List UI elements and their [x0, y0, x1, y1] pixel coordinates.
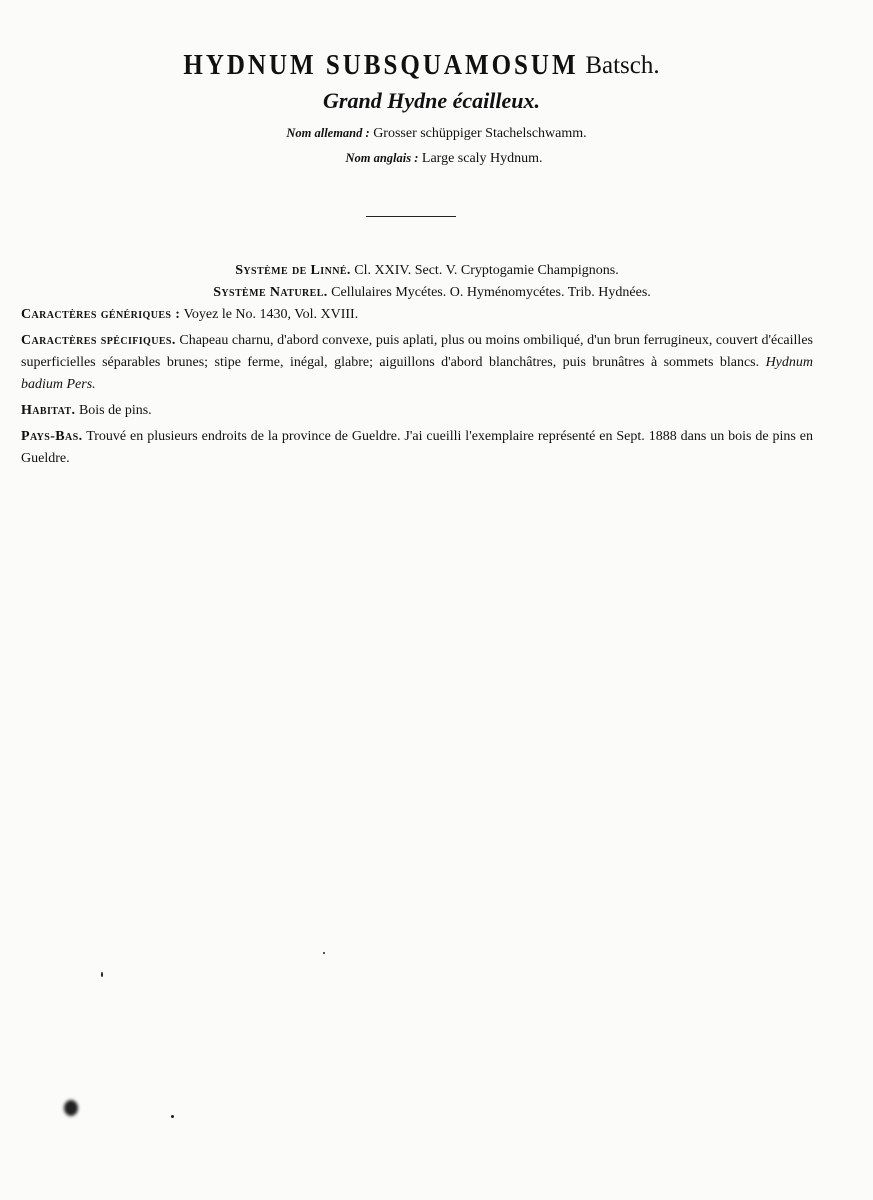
ink-speck	[323, 952, 325, 954]
english-name: Large scaly Hydnum.	[421, 151, 543, 166]
generiques-text: Voyez le No. 1430, Vol. XVIII.	[183, 307, 359, 322]
ink-speck	[101, 972, 103, 977]
linne-label: Système de Linné.	[235, 263, 351, 278]
naturel-text: Cellulaires Mycétes. O. Hyménomycétes. Trib. Hydnées.	[331, 285, 651, 300]
paysbas-text: Trouvé en plusieurs endroits de la province de Gueldre. J'ai cueilli l'exemplaire représenté en Sept. 1888 dans un bois de pins en Gueldre.	[21, 429, 813, 466]
specifiques-paragraph	[21, 330, 813, 396]
specifiques-synonym: Hydnum badium Pers.	[21, 355, 813, 392]
paysbas-paragraph	[21, 426, 813, 470]
species-title	[0, 50, 873, 82]
naturel-line	[51, 282, 813, 304]
habitat-text: Bois de pins.	[78, 403, 152, 418]
german-name-line	[0, 122, 873, 145]
habitat-paragraph	[21, 400, 813, 422]
english-label: Nom anglais :	[345, 151, 419, 165]
species-author: Batsch.	[585, 52, 660, 79]
specifiques-text: Chapeau charnu, d'abord convexe, puis aplati, plus ou moins ombiliqué, d'un brun ferrugineux, couvert d'écailles superficielles séparables brunes; stipe ferme, inégal, glabre; aiguillons d'abord blanchâtres, puis brunâtres à sommets blancs.	[21, 333, 813, 370]
naturel-label: Système Naturel.	[213, 285, 328, 300]
german-label: Nom allemand :	[286, 126, 370, 140]
header	[0, 50, 873, 170]
description-body	[21, 260, 813, 470]
specifiques-label: Caractères spécifiques.	[21, 333, 176, 348]
ink-speck	[171, 1115, 174, 1118]
generiques-label: Caractères génériques :	[21, 307, 181, 322]
species-name: HYDNUM SUBSQUAMOSUM	[183, 49, 579, 81]
english-name-line	[15, 147, 873, 170]
ink-speck	[64, 1100, 78, 1116]
habitat-label: Habitat.	[21, 403, 76, 418]
german-name: Grosser schüppiger Stachelschwamm.	[373, 126, 587, 141]
french-name: Grand Hydne écailleux.	[323, 88, 540, 113]
paysbas-label: Pays-Bas.	[21, 429, 83, 444]
generiques-paragraph	[21, 304, 813, 326]
divider-rule	[366, 216, 456, 217]
linne-text: Cl. XXIV. Sect. V. Cryptogamie Champignons.	[354, 263, 619, 278]
linne-line	[41, 260, 813, 282]
